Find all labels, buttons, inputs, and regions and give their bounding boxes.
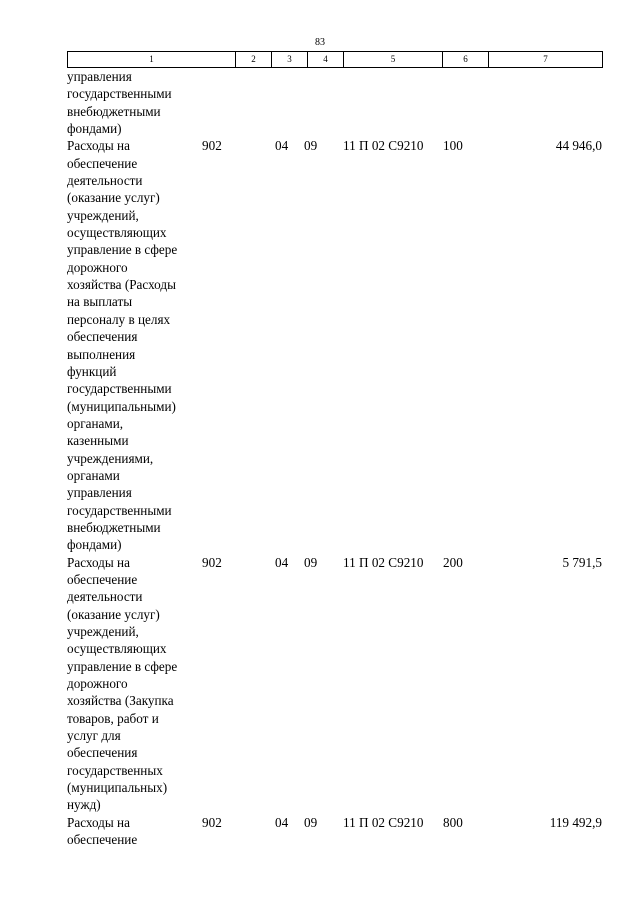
table-row <box>67 814 602 849</box>
target-article-code: 11 П 02 С9210 <box>343 138 424 154</box>
column-header-5: 5 <box>344 52 443 68</box>
row-description: управления государственными внебюджетными фондами) <box>67 69 172 137</box>
target-article-code: 11 П 02 С9210 <box>343 554 424 570</box>
ministry-code: 902 <box>202 138 222 154</box>
expense-type-code: 200 <box>443 554 463 570</box>
table-row <box>67 68 602 137</box>
ministry-code: 902 <box>202 554 222 570</box>
column-header-6: 6 <box>443 52 489 68</box>
amount: 119 492,9 <box>549 814 602 830</box>
amount: 44 946,0 <box>555 138 602 154</box>
row-description: Расходы на обеспечение <box>67 814 138 848</box>
table-row <box>67 137 602 553</box>
table-row <box>67 554 602 814</box>
target-article-code: 11 П 02 С9210 <box>343 814 424 830</box>
section-code: 04 <box>275 138 289 154</box>
subsection-code: 09 <box>304 554 318 570</box>
column-header-row <box>68 52 603 68</box>
column-header-4: 4 <box>308 52 344 68</box>
expense-type-code: 800 <box>443 814 463 830</box>
amount: 5 791,5 <box>562 554 602 570</box>
subsection-code: 09 <box>304 814 318 830</box>
page-number: 83 <box>315 37 325 48</box>
column-header-2: 2 <box>236 52 272 68</box>
section-code: 04 <box>275 814 289 830</box>
section-code: 04 <box>275 554 289 570</box>
column-header-table <box>67 51 603 68</box>
column-header-1: 1 <box>68 52 236 68</box>
row-description: Расходы на обеспечение деятельности (оказание услуг) учреждений, осуществляющих управление в сфере дорожного хозяйства (Закупка товаров, работ и услуг для обеспечения государственных (муниципальных) нужд) <box>67 554 178 813</box>
row-description: Расходы на обеспечение деятельности (оказание услуг) учреждений, осуществляющих управление в сфере дорожного хозяйства (Расходы на выплаты персоналу в целях обеспечения выполнения функций государственными (муниципальными) органами, казенными учреждениями, органами управления государственными внебюджетными фондами) <box>67 138 178 553</box>
expense-type-code: 100 <box>443 138 463 154</box>
ministry-code: 902 <box>202 814 222 830</box>
table-body <box>67 68 602 848</box>
column-header-3: 3 <box>272 52 308 68</box>
subsection-code: 09 <box>304 138 318 154</box>
column-header-7: 7 <box>489 52 603 68</box>
